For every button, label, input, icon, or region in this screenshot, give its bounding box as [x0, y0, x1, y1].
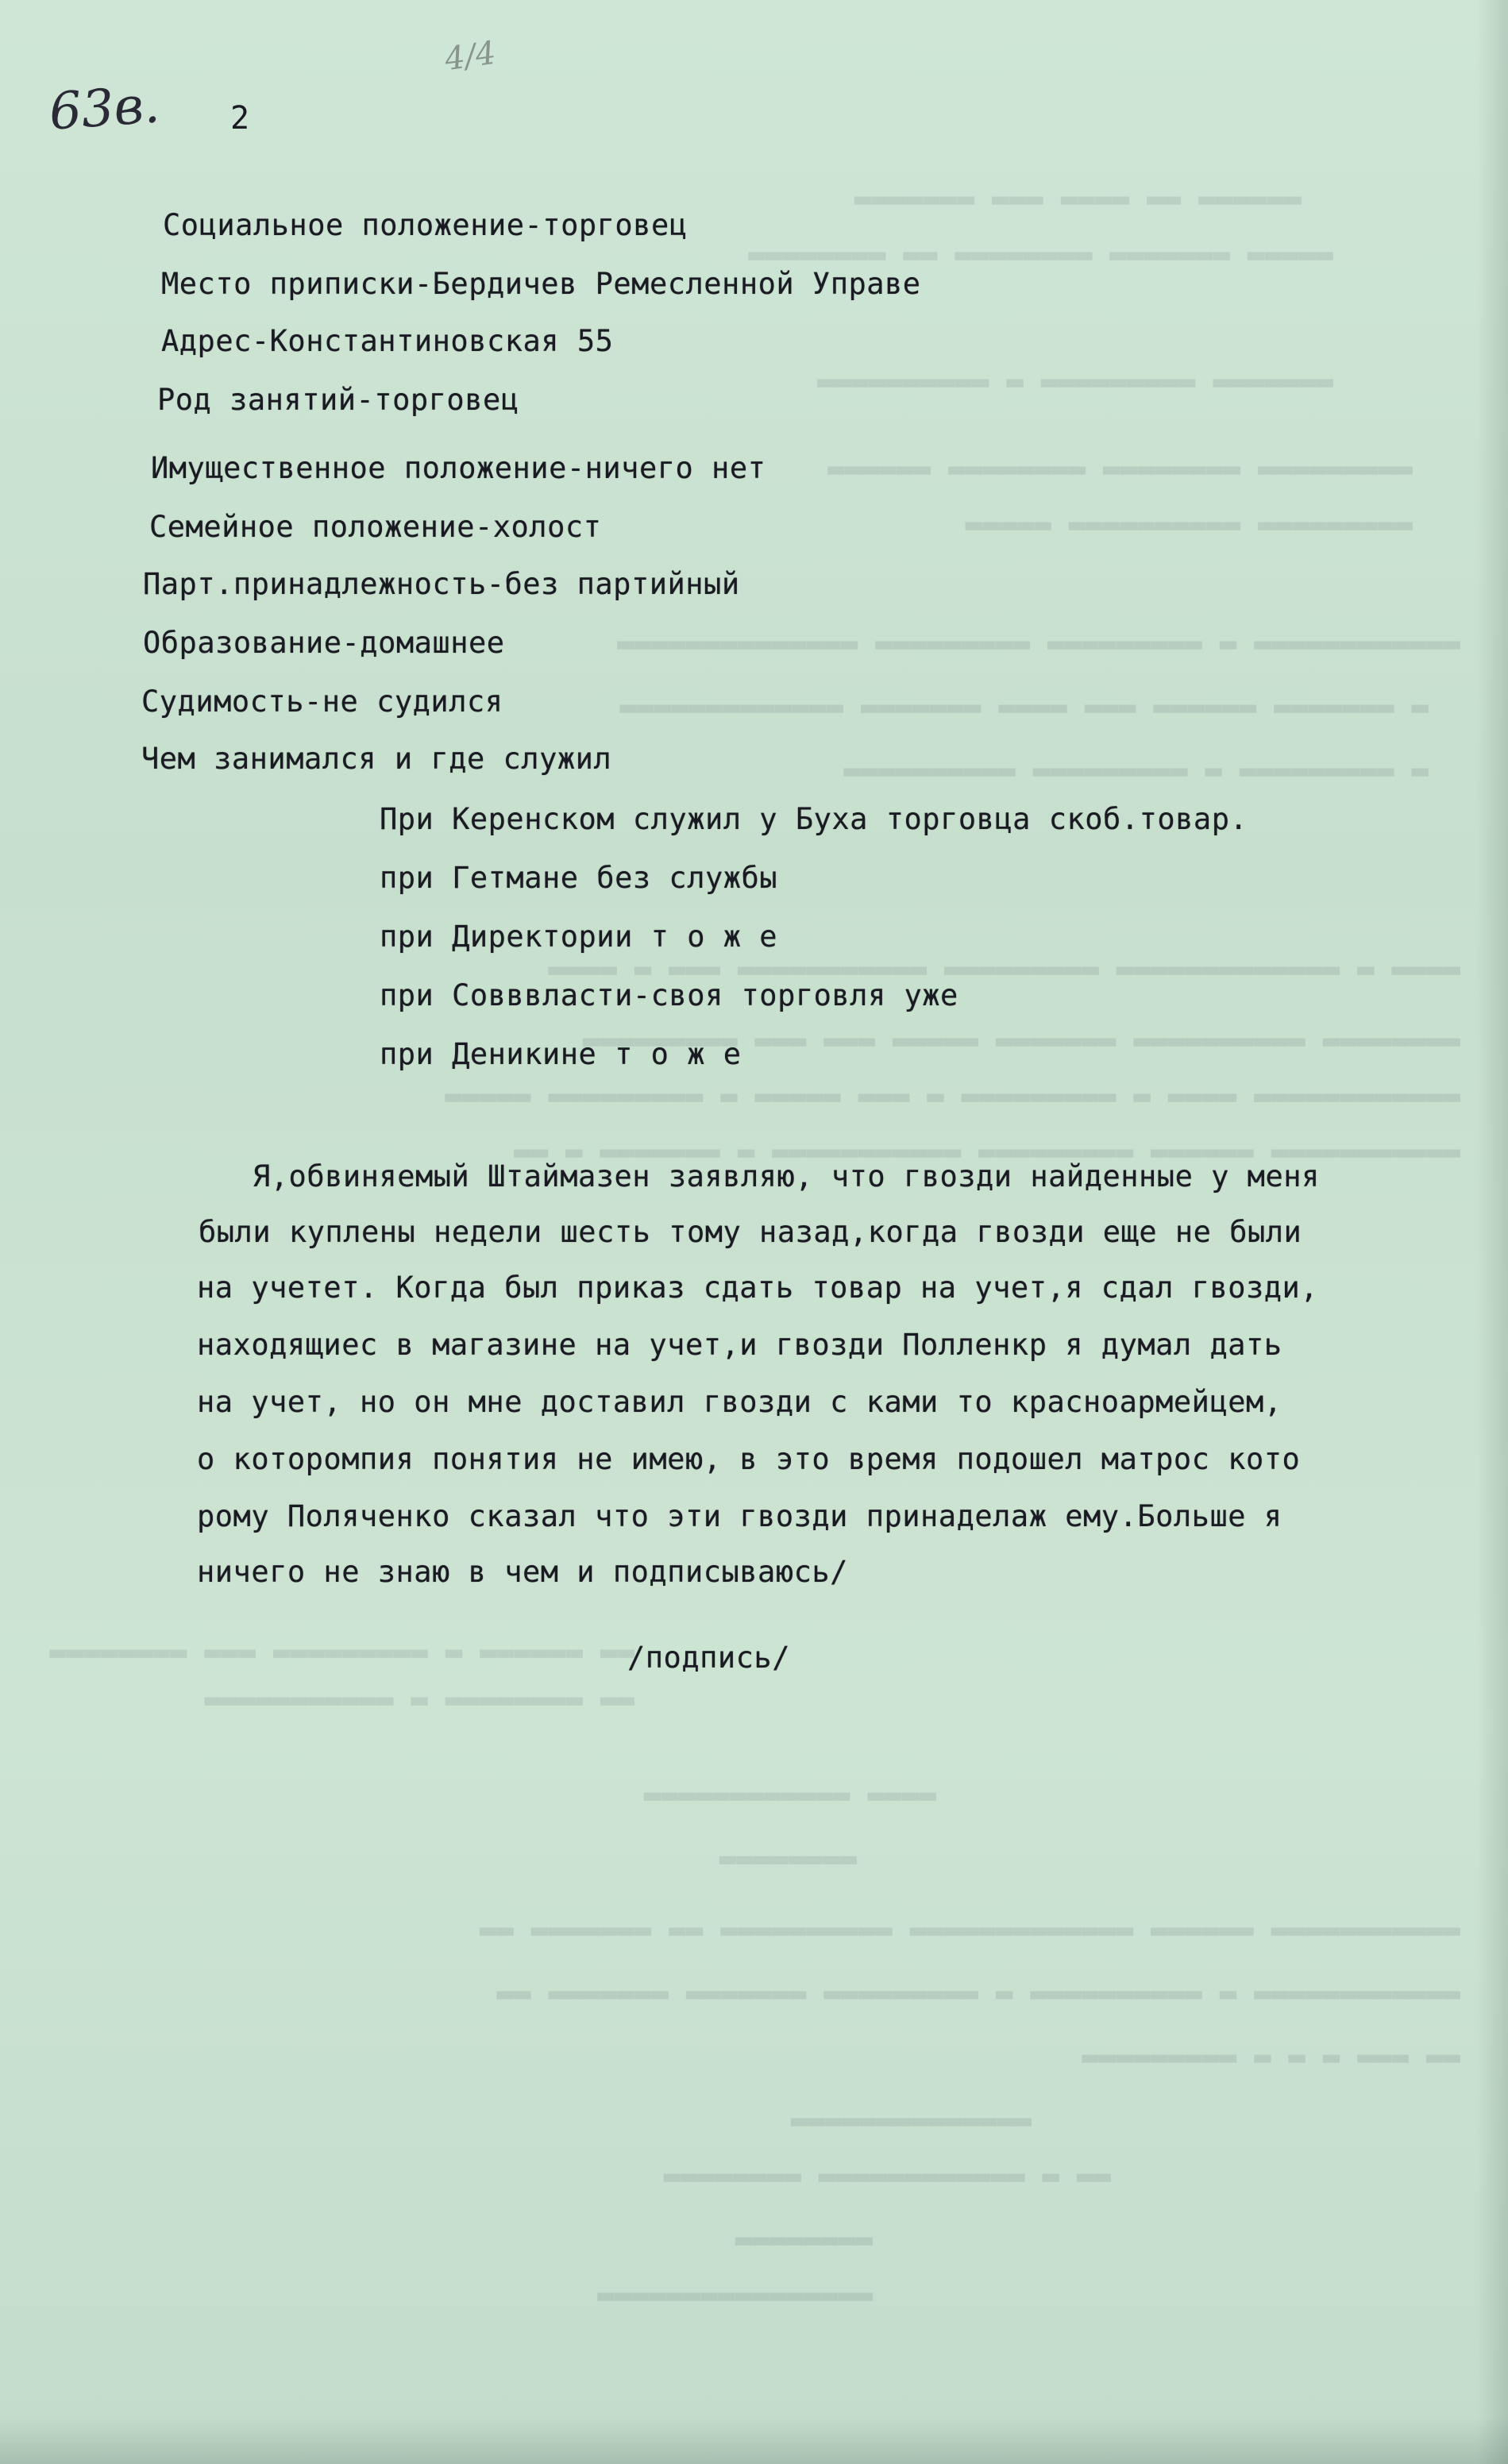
statement-line: на учет, но он мне доставил гвозди с ками то красноармейцем, — [197, 1385, 1282, 1419]
statement-line: на учетет. Когда был приказ сдать товар на учет,я сдал гвозди, — [197, 1271, 1319, 1305]
field-criminal-record: Судимость-не судился — [141, 684, 503, 719]
field-property-status: Имущественное положение-ничего нет — [151, 451, 766, 485]
statement-line: о которомпия понятия не имею, в это время подошел матрос кото — [197, 1442, 1301, 1476]
field-family-status: Семейное положение-холост — [149, 510, 602, 544]
field-social-status: Социальное положение-торговец — [163, 208, 688, 242]
pencil-mark: 4/4 — [442, 34, 499, 79]
page-edge-shadow — [1476, 0, 1508, 2464]
signature: /подпись/ — [627, 1641, 790, 1675]
field-party-affiliation: Парт.принадлежность-без партийный — [143, 567, 740, 601]
service-hetman: при Гетмане без службы — [380, 861, 778, 895]
service-directory: при Директории т о ж е — [380, 920, 778, 954]
field-education: Образование-домашнее — [143, 626, 505, 660]
field-registration-place: Место приписки-Бердичев Ремесленной Управе — [161, 267, 921, 301]
field-occupation: Род занятий-торговец — [157, 383, 519, 417]
archive-sheet-number: 63в. — [47, 75, 162, 142]
service-soviet: при Совввласти-своя торговля уже — [380, 978, 958, 1012]
statement-line: рому Поляченко сказал что эти гвозди принаделаж ему.Больше я — [197, 1499, 1282, 1533]
page-bottom-shadow — [0, 2416, 1508, 2464]
field-employment-history-heading: Чем занимался и где служил — [141, 742, 612, 776]
field-address: Адрес-Константиновская 55 — [161, 324, 614, 358]
page-number: 2 — [230, 100, 250, 137]
service-kerensky: При Керенском служил у Буха торговца скоб.товар. — [380, 802, 1248, 836]
statement-line: находящиес в магазине на учет,и гвозди Полленкр я думал дать — [197, 1328, 1282, 1362]
statement-line: ничего не знаю в чем и подписываюсь/ — [197, 1555, 848, 1589]
statement-line: Я,обвиняемый Штаймазен заявляю, что гвозди найденные у меня — [253, 1159, 1320, 1193]
statement-line: были куплены недели шесть тому назад,когда гвозди еще не были — [199, 1215, 1302, 1249]
bleed-through-texture: ▬▬▬▬▬▬ ▬▬ ▬▬▬▬ ▬▬▬ ▬▬▬▬▬▬▬ ▬▬▬▬▬ ▬▬▬▬▬▬▬ ▬▬▬▬▬▬▬▬ ▬▬ ▬▬▬▬▬▬▬▬ ▬▬▬▬▬▬▬ ▬▬▬▬▬▬▬▬▬ ▬ ▬▬▬▬▬▬▬▬▬▬ ▬▬▬▬▬▬▬▬▬ ▬▬▬▬▬▬▬▬ ▬▬▬▬▬▬▬▬ ▬▬▬▬▬▬ ▬▬▬▬▬▬▬▬▬ ▬▬▬▬▬▬▬▬▬▬ ▬▬▬▬▬ ▬▬▬▬▬▬▬▬▬▬▬▬ ▬ ▬▬▬▬▬▬▬▬▬ ▬▬▬▬▬▬▬▬▬ ▬▬▬▬▬▬▬▬▬▬▬▬▬▬ ▬ ▬▬▬▬▬▬▬ ▬▬▬▬▬▬ ▬▬▬ ▬▬▬▬ ▬▬▬▬▬▬▬ ▬▬▬▬▬▬▬▬▬▬▬▬▬ ▬ ▬▬▬▬▬▬▬▬▬ ▬ ▬▬▬▬▬▬▬▬▬ ▬▬▬▬▬▬▬▬▬▬ ▬▬▬▬ ▬ ▬▬▬▬▬▬▬▬▬▬▬▬▬ ▬▬▬▬▬▬▬▬▬ ▬▬▬▬▬▬▬▬▬▬▬ ▬▬▬ ▬ ▬▬▬▬ ▬▬▬▬▬▬▬▬ ▬▬▬▬▬▬▬▬▬▬ ▬▬▬▬▬▬▬ ▬▬▬▬▬ ▬▬▬ ▬▬▬ ▬▬▬▬▬▬▬▬▬ ▬▬▬▬▬▬▬▬▬▬▬▬ ▬▬▬▬ ▬ ▬▬▬▬▬▬▬▬▬ ▬ ▬▬▬ ▬▬▬▬▬ ▬ ▬▬▬▬▬▬▬▬▬ ▬▬▬▬▬ ▬▬▬▬▬▬▬▬▬▬▬ ▬▬▬▬▬▬ ▬▬▬▬▬▬▬▬▬ ▬▬▬▬▬▬▬▬▬▬▬ ▬ ▬▬▬▬▬▬▬ ▬ ▬▬ ▬▬ ▬▬▬▬▬▬ ▬ ▬▬▬▬▬▬▬▬▬ ▬▬▬ ▬▬▬▬▬▬▬▬ ▬▬ ▬▬▬▬▬▬▬▬ ▬ ▬▬▬▬▬▬▬▬▬▬▬ ▬▬▬▬ ▬▬▬▬▬▬▬▬▬▬▬▬ ▬▬▬▬▬▬▬▬ ▬▬▬▬▬▬▬▬▬▬▬ ▬▬▬▬▬▬ ▬▬▬▬▬▬▬▬▬▬▬▬▬ ▬▬▬▬▬▬▬▬▬▬ ▬▬ ▬▬▬▬▬▬▬ ▬▬ ▬▬▬▬▬▬▬▬▬▬▬▬ ▬ ▬▬▬▬▬▬▬▬▬▬ ▬ ▬▬▬▬▬▬▬▬▬ ▬▬▬▬▬▬▬ ▬▬▬▬▬▬▬ ▬▬ ▬▬ ▬▬▬ ▬ ▬ ▬ ▬▬▬▬▬▬▬▬▬ ▬▬▬▬▬▬▬▬▬▬▬▬▬▬ ▬▬ ▬ ▬▬▬▬▬▬▬▬▬▬▬▬ ▬▬▬▬▬▬▬▬ ▬▬▬▬▬▬▬▬ ▬▬▬▬▬▬▬▬▬▬▬▬▬▬▬▬ — [49, 183, 1460, 2312]
service-denikin: при Деникине т о ж е — [380, 1037, 742, 1071]
